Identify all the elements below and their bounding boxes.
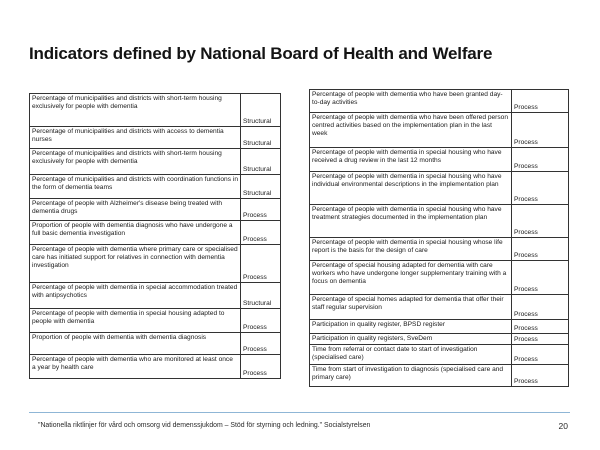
indicator-cell: Percentage of people with dementia in special housing whose life report is the basis for the design of care — [310, 238, 512, 261]
indicator-table-right — [309, 89, 569, 387]
indicator-cell: Percentage of municipalities and districts with access to dementia nurses — [30, 127, 241, 149]
table-row — [310, 148, 569, 172]
indicator-type-cell: Process — [512, 365, 569, 387]
table-row — [310, 205, 569, 238]
indicator-cell: Participation in quality registers, SveDem — [310, 334, 512, 345]
indicator-table-left — [29, 93, 281, 379]
table-row — [310, 238, 569, 261]
indicator-cell: Percentage of people with dementia in special housing who have received a drug review in the last 12 months — [310, 148, 512, 172]
table-row — [30, 175, 281, 199]
indicator-type-cell: Process — [512, 320, 569, 334]
indicator-type-cell: Process — [512, 295, 569, 320]
indicator-type-cell: Process — [512, 345, 569, 365]
indicator-cell: Percentage of people with dementia in special housing who have individual environmental descriptions in the implementation plan — [310, 172, 512, 205]
table-row — [30, 309, 281, 333]
table-row — [310, 113, 569, 148]
indicator-type-cell: Process — [241, 199, 281, 221]
indicator-cell: Percentage of people with dementia who have been granted day-to-day activities — [310, 90, 512, 113]
indicator-cell: Time from referral or contact date to start of investigation (specialised care) — [310, 345, 512, 365]
table-row — [30, 127, 281, 149]
table-row — [310, 261, 569, 295]
indicator-type-cell: Process — [512, 113, 569, 148]
indicator-type-cell: Structural — [241, 283, 281, 309]
table-row — [310, 172, 569, 205]
table-row — [30, 355, 281, 379]
indicator-type-cell: Process — [512, 238, 569, 261]
indicator-type-cell: Structural — [241, 175, 281, 199]
table-row — [30, 199, 281, 221]
indicator-cell: Percentage of municipalities and districts with short-term housing exclusively for people with dementia — [30, 149, 241, 175]
indicator-cell: Percentage of people with dementia in special housing who have treatment strategies documented in the implementation plan — [310, 205, 512, 238]
indicator-type-cell: Process — [512, 148, 569, 172]
indicator-cell: Percentage of municipalities and districts with coordination functions in the form of dementia teams — [30, 175, 241, 199]
indicator-cell: Percentage of people with Alzheimer's disease being treated with dementia drugs — [30, 199, 241, 221]
indicator-type-cell: Process — [241, 355, 281, 379]
indicator-type-cell: Structural — [241, 94, 281, 127]
indicator-cell: Percentage of special homes adapted for dementia that offer their staff regular supervision — [310, 295, 512, 320]
indicator-cell: Percentage of special housing adapted for dementia with care workers who have undergone longer supplementary training with a focus on dementia — [310, 261, 512, 295]
indicator-cell: Time from start of investigation to diagnosis (specialised care and primary care) — [310, 365, 512, 387]
table-row — [30, 245, 281, 283]
indicator-type-cell: Structural — [241, 149, 281, 175]
indicator-cell: Proportion of people with dementia with dementia diagnosis — [30, 333, 241, 355]
indicator-type-cell: Process — [241, 333, 281, 355]
indicator-type-cell: Structural — [241, 127, 281, 149]
table-row — [30, 221, 281, 245]
indicator-type-cell: Process — [512, 261, 569, 295]
table-row — [310, 334, 569, 345]
table-row — [310, 365, 569, 387]
page-number: 20 — [558, 421, 568, 431]
indicator-type-cell: Process — [512, 334, 569, 345]
indicator-cell: Participation in quality register, BPSD register — [310, 320, 512, 334]
slide-title: Indicators defined by National Board of Health and Welfare — [29, 44, 493, 63]
indicator-type-cell: Process — [241, 221, 281, 245]
table-row — [310, 295, 569, 320]
indicator-cell: Percentage of people with dementia where primary care or specialised care has initiated support for relatives in connection with dementia investigation — [30, 245, 241, 283]
indicator-cell: Percentage of municipalities and districts with short-term housing exclusively for people with dementia — [30, 94, 241, 127]
table-row — [30, 283, 281, 309]
footer-divider — [29, 412, 570, 413]
indicator-type-cell: Process — [512, 172, 569, 205]
indicator-cell: Proportion of people with dementia diagnosis who have undergone a full basic dementia investigation — [30, 221, 241, 245]
indicator-cell: Percentage of people with dementia who are monitored at least once a year by health care — [30, 355, 241, 379]
table-row — [310, 90, 569, 113]
table-row — [30, 94, 281, 127]
indicator-type-cell: Process — [241, 245, 281, 283]
indicator-cell: Percentage of people with dementia who have been offered person centred activities based on the implementation plan in the last week — [310, 113, 512, 148]
table-row — [310, 320, 569, 334]
table-row — [30, 333, 281, 355]
table-row — [310, 345, 569, 365]
table-row — [30, 149, 281, 175]
indicator-cell: Percentage of people with dementia in special accommodation treated with antipsychotics — [30, 283, 241, 309]
indicator-type-cell: Process — [241, 309, 281, 333]
indicator-cell: Percentage of people with dementia in special housing adapted to people with dementia — [30, 309, 241, 333]
indicator-type-cell: Process — [512, 90, 569, 113]
indicator-type-cell: Process — [512, 205, 569, 238]
footer-source-citation: "Nationella riktlinjer för vård och omsorg vid demenssjukdom – Stöd för styrning och ledning." Socialstyrelsen — [38, 422, 371, 429]
